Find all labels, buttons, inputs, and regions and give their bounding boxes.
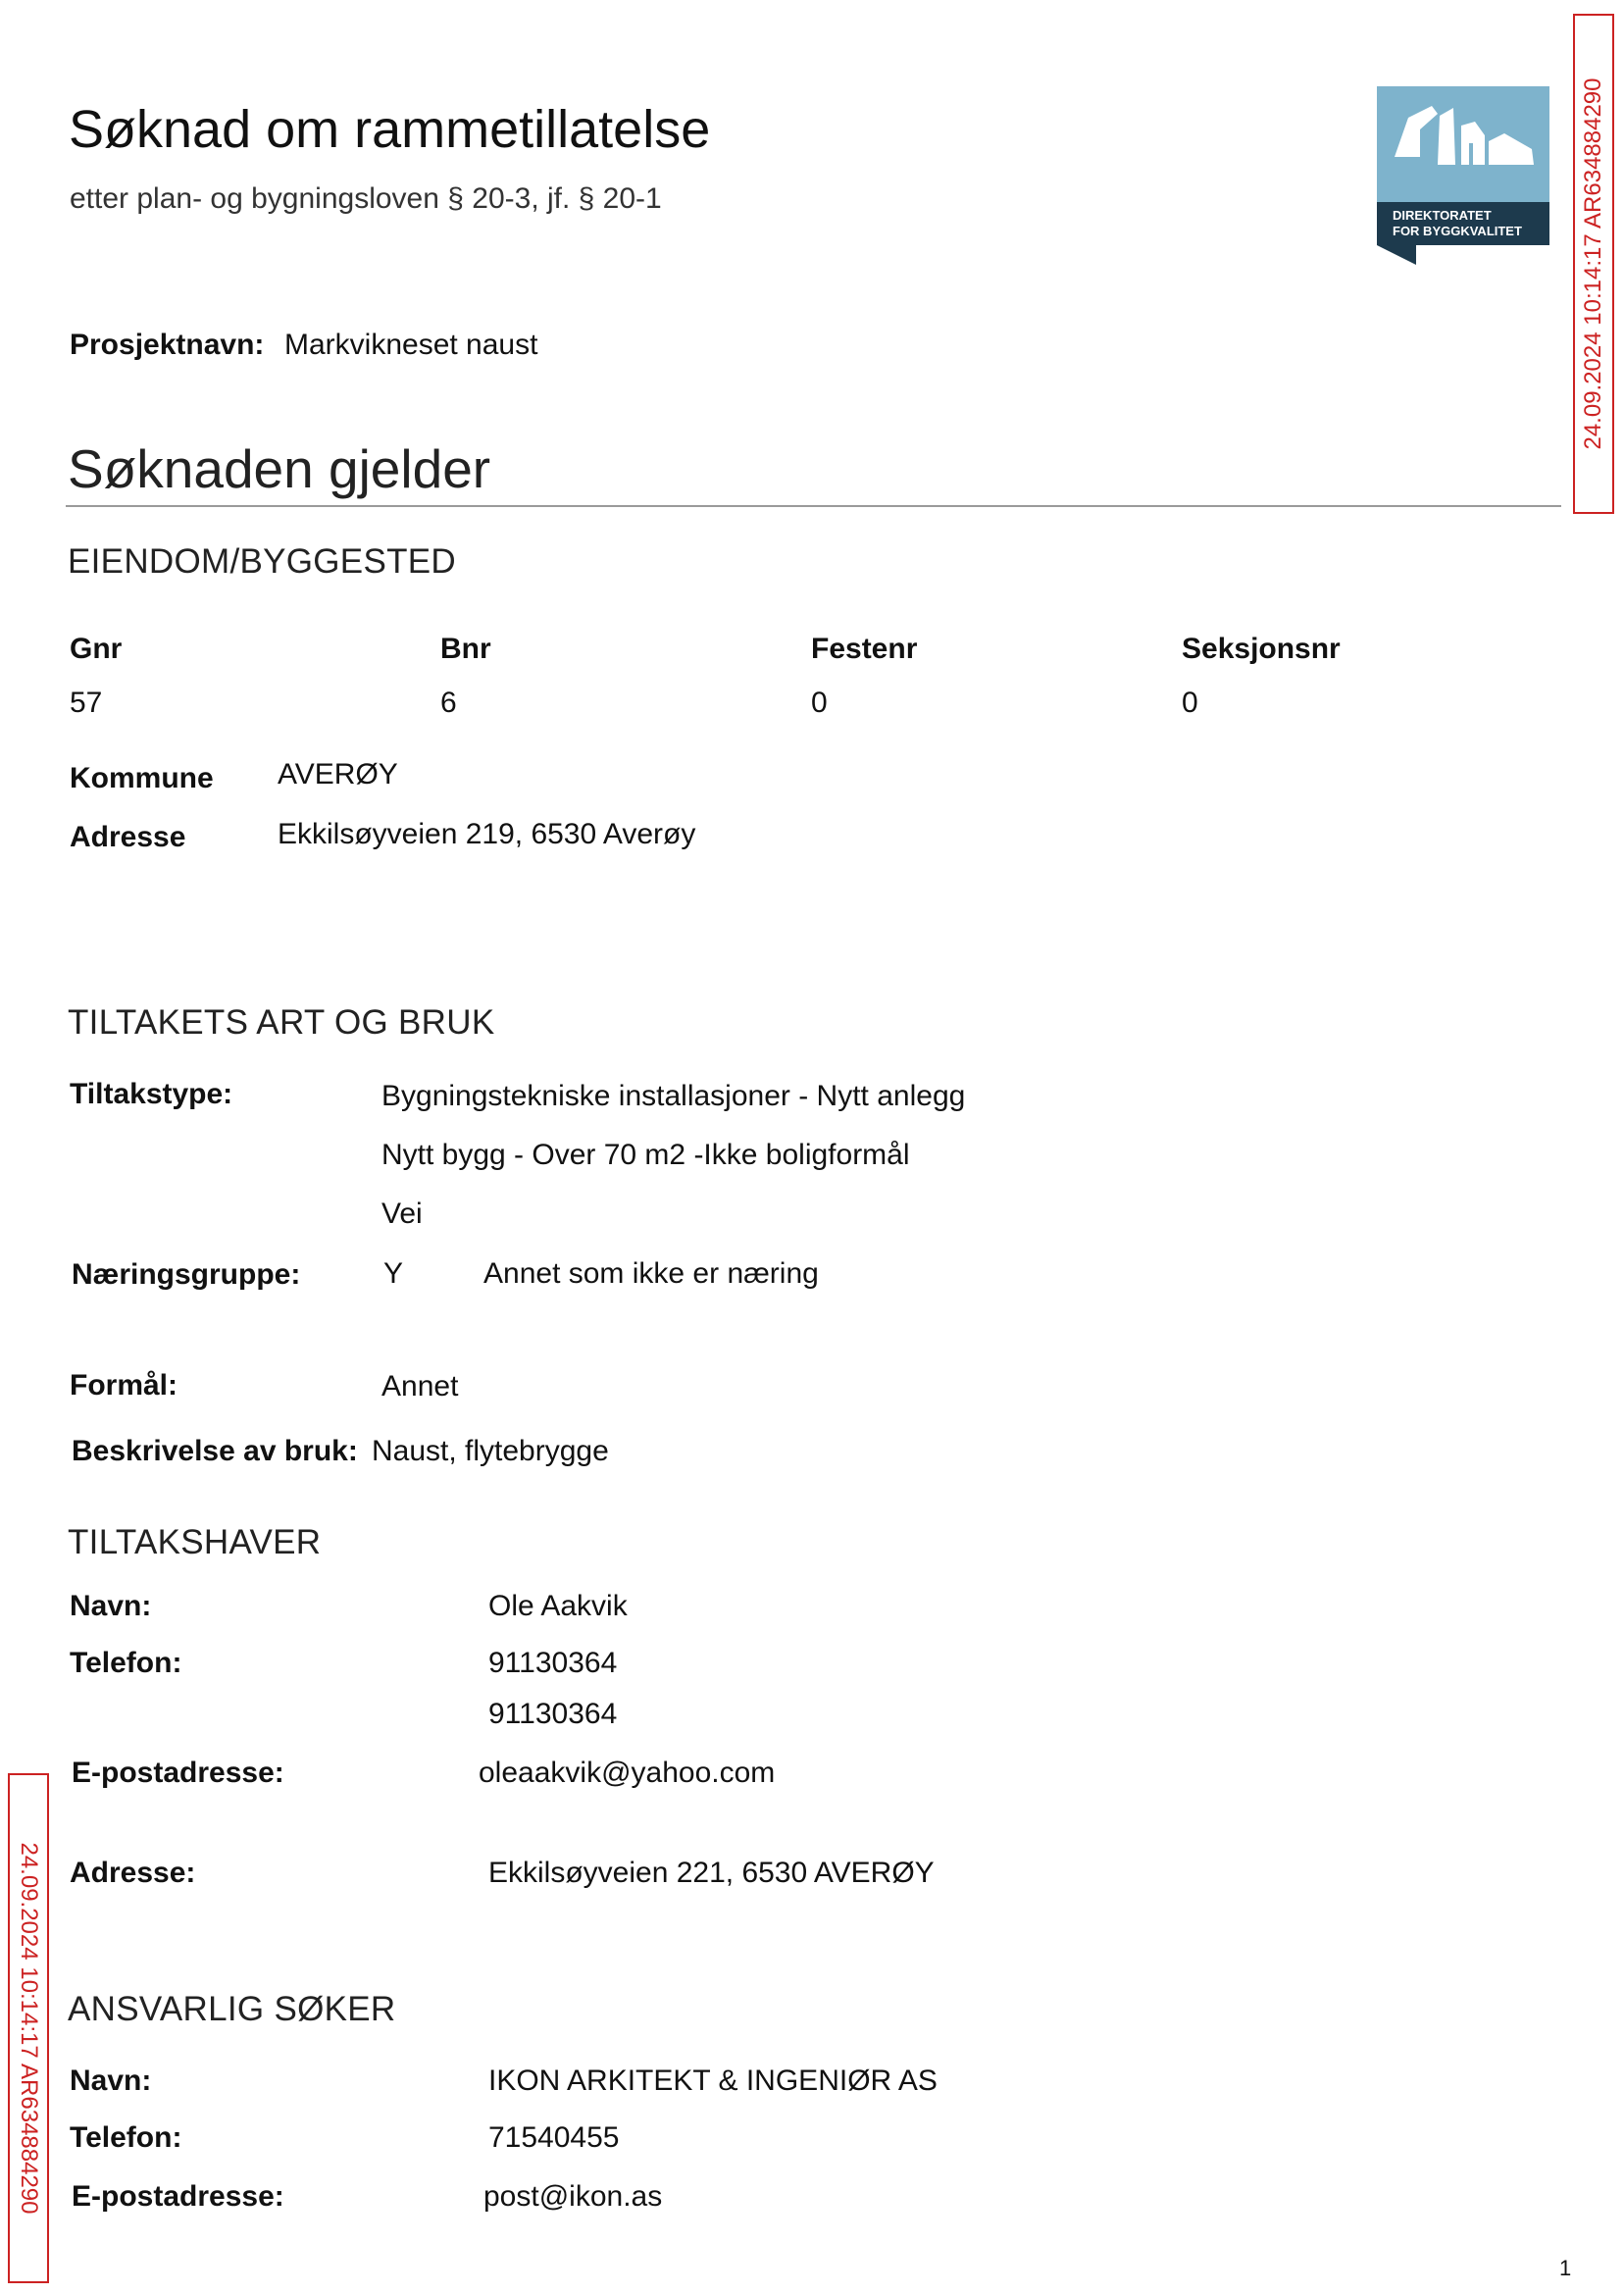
tiltakstype-value-2: Nytt bygg - Over 70 m2 -Ikke boligformål: [381, 1139, 910, 1171]
tiltakshaver-phone-label: Telefon:: [70, 1647, 182, 1679]
tiltakshaver-address-value: Ekkilsøyveien 221, 6530 AVERØY: [488, 1857, 935, 1889]
property-heading: EIENDOM/BYGGESTED: [68, 542, 456, 581]
tiltakshaver-email-label: E-postadresse:: [72, 1757, 284, 1789]
kommune-value: AVERØY: [278, 758, 398, 790]
festenr-value: 0: [811, 687, 828, 719]
gnr-value: 57: [70, 687, 103, 719]
soker-phone-label: Telefon:: [70, 2121, 182, 2154]
tiltakstype-label: Tiltakstype:: [70, 1078, 233, 1110]
received-stamp-bottom: [8, 1773, 49, 2283]
bnr-value: 6: [440, 687, 457, 719]
naeringsgruppe-code: Y: [383, 1257, 404, 1290]
section-title: Søknaden gjelder: [68, 438, 491, 499]
formal-label: Formål:: [70, 1369, 178, 1402]
kommune-label: Kommune: [70, 762, 214, 794]
project-value: Markvikneset naust: [284, 329, 538, 361]
bnr-label: Bnr: [440, 633, 491, 665]
bruk-label: Beskrivelse av bruk:: [72, 1435, 358, 1467]
logo-text-line1: DIREKTORATET: [1393, 208, 1492, 223]
tiltakstype-value-1: Bygningstekniske installasjoner - Nytt anlegg: [381, 1080, 966, 1112]
property-address-value: Ekkilsøyveien 219, 6530 Averøy: [278, 818, 696, 850]
formal-value: Annet: [381, 1370, 459, 1402]
soker-name-label: Navn:: [70, 2065, 152, 2097]
tiltakshaver-phone-value-1: 91130364: [488, 1647, 618, 1679]
stamp-text-top: 24.09.2024 10:14:17 AR634884290: [1580, 77, 1606, 450]
tiltakshaver-phone-value-2: 91130364: [488, 1698, 618, 1730]
soker-email-label: E-postadresse:: [72, 2180, 284, 2213]
received-stamp-top: [1573, 14, 1614, 514]
seksjonsnr-label: Seksjonsnr: [1182, 633, 1341, 665]
soker-email-value: post@ikon.as: [483, 2180, 663, 2213]
bruk-value: Naust, flytebrygge: [372, 1435, 609, 1467]
tiltakshaver-address-label: Adresse:: [70, 1857, 196, 1889]
property-address-label: Adresse: [70, 821, 186, 853]
logo-text-line2: FOR BYGGKVALITET: [1393, 224, 1522, 238]
tiltakshaver-name-label: Navn:: [70, 1590, 152, 1622]
dibk-logo: [1377, 86, 1549, 265]
festenr-label: Festenr: [811, 633, 918, 665]
soker-name-value: IKON ARKITEKT & INGENIØR AS: [488, 2065, 938, 2097]
document-subtitle: etter plan- og bygningsloven § 20-3, jf. § 20-1: [70, 182, 662, 215]
tiltak-heading: TILTAKETS ART OG BRUK: [68, 1003, 495, 1042]
project-label: Prosjektnavn:: [70, 329, 265, 361]
tiltakstype-value-3: Vei: [381, 1198, 423, 1230]
document-title: Søknad om rammetillatelse: [69, 100, 711, 159]
ansvarlig-soker-heading: ANSVARLIG SØKER: [68, 1990, 396, 2028]
stamp-text-bottom: 24.09.2024 10:14:17 AR634884290: [16, 1842, 42, 2215]
tiltakshaver-name-value: Ole Aakvik: [488, 1590, 628, 1622]
tiltakshaver-email-value: oleaakvik@yahoo.com: [479, 1757, 776, 1789]
soker-phone-value: 71540455: [488, 2121, 620, 2154]
tiltakshaver-heading: TILTAKSHAVER: [68, 1523, 322, 1561]
seksjonsnr-value: 0: [1182, 687, 1198, 719]
naeringsgruppe-label: Næringsgruppe:: [72, 1258, 301, 1291]
naeringsgruppe-value: Annet som ikke er næring: [483, 1257, 819, 1290]
page-number: 1: [1559, 2256, 1572, 2280]
gnr-label: Gnr: [70, 633, 123, 665]
section-divider: [66, 505, 1561, 507]
